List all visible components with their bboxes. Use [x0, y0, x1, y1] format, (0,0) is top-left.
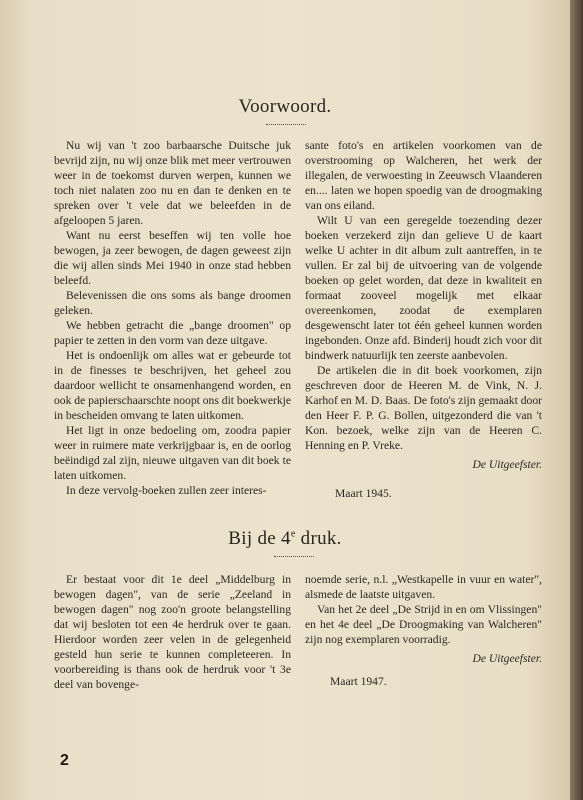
voorwoord-left-column	[54, 138, 291, 498]
heading-divider	[266, 124, 306, 125]
page-edge	[570, 0, 583, 800]
paragraph: Want nu eerst beseffen wij ten volle hoe bewogen, ja zeer bewogen, de dagen geweest zijn die wij allen sinds Mei 1940 in onze stad hebben beleefd.	[54, 229, 291, 287]
paragraph: Er bestaat voor dit 1e deel „Middelburg in bewogen dagen", van de serie „Zeeland in bewogen dagen" nog zoo'n groote belangstelling dat wij besloten tot een 4e herdruk over te gaan. Hierdoor worden zeer velen in de gelegenheid gesteld hun serie te kunnen completeeren. In voorbereiding is thans ook de herdruk voor 't 3e deel van bovenge-	[54, 573, 291, 691]
heading-text: Bij de 4	[228, 528, 291, 549]
paragraph: Het is ondoenlijk om alles wat er gebeurde tot in de finesses te beschrijven, het geheel zou daardoor wellicht te onsamenhangend worden, en ook de papierschaarschte noopt ons dit boekwerkje in bescheiden omvang te laten uitkomen.	[54, 349, 291, 422]
heading-4e-druk	[0, 528, 570, 550]
date: Maart 1947.	[330, 675, 387, 688]
heading-superscript: e	[290, 528, 296, 540]
heading-divider	[274, 556, 314, 557]
paragraph: Wilt U van een geregelde toezending dezer boeken verzekerd zijn dan gelieve U de kaart welke U achter in dit album zult aantreffen, in te vullen. Er zal bij de uitvoering van de volgende boeken op gelet worden, dat deze in kwaliteit en formaat zooveel mogelijk met elkaar overeenkomen, zoodat de exemplaren desgewenscht later tot één geheel kunnen worden ingebonden. Onze afd. Binderij houdt zich voor dit bindwerk natuurlijk ten zeerste aanbevolen.	[305, 214, 542, 362]
paragraph: Belevenissen die ons soms als bange droomen geleken.	[54, 289, 291, 317]
paragraph: sante foto's en artikelen voorkomen van de overstrooming op Walcheren, het werk der illegalen, de verwoesting in Zeeuwsch Vlaanderen en.... laten we hopen spoedig van de droogmaking van ons eiland.	[305, 139, 542, 212]
paragraph: noemde serie, n.l. „Westkapelle in vuur en water", alsmede de laatste uitgaven.	[305, 573, 542, 601]
paragraph: In deze vervolg-boeken zullen zeer interes-	[66, 484, 267, 497]
paragraph: Het ligt in onze bedoeling om, zoodra papier weer in ruimere mate verkrijgbaar is, en de oorlog beëindigd zal zijn, nieuwe uitgaven van dit boek te laten uitkomen.	[54, 424, 291, 482]
heading-text: druk.	[295, 528, 342, 549]
paragraph: We hebben getracht die „bange droomen" op papier te zetten in den vorm van deze uitgave.	[54, 319, 291, 347]
date: Maart 1945.	[335, 487, 392, 500]
druk-left-column	[54, 572, 291, 692]
paragraph: De artikelen die in dit boek voorkomen, zijn geschreven door de Heeren M. de Vink, N. J. Karhof en M. D. Baas. De foto's zijn gemaakt door den Heer F. P. G. Bollen, uitgezonderd die van 't Kon. bezoek, welke zijn van de Heeren C. Henning en P. Vreke.	[305, 364, 542, 452]
signature: De Uitgeefster.	[472, 458, 542, 471]
heading-voorwoord: Voorwoord.	[238, 96, 332, 117]
paragraph: Van het 2e deel „De Strijd in en om Vlissingen" en het 4e deel „De Droogmaking van Walcheren" zijn nog exemplaren voorradig.	[305, 603, 542, 646]
page-number: 2	[60, 752, 69, 769]
paragraph: Nu wij van 't zoo barbaarsche Duitsche juk bevrijd zijn, nu wij onze blik met meer vertrouwen weer in de toekomst durven werpen, kunnen we toch niet nalaten zoo nu en dan te denken en te spreken over 't vele dat we beleefden in de afgeloopen 5 jaren.	[54, 139, 291, 227]
voorwoord-right-column	[305, 138, 542, 501]
signature: De Uitgeefster.	[472, 652, 542, 665]
druk-right-column	[305, 572, 542, 689]
